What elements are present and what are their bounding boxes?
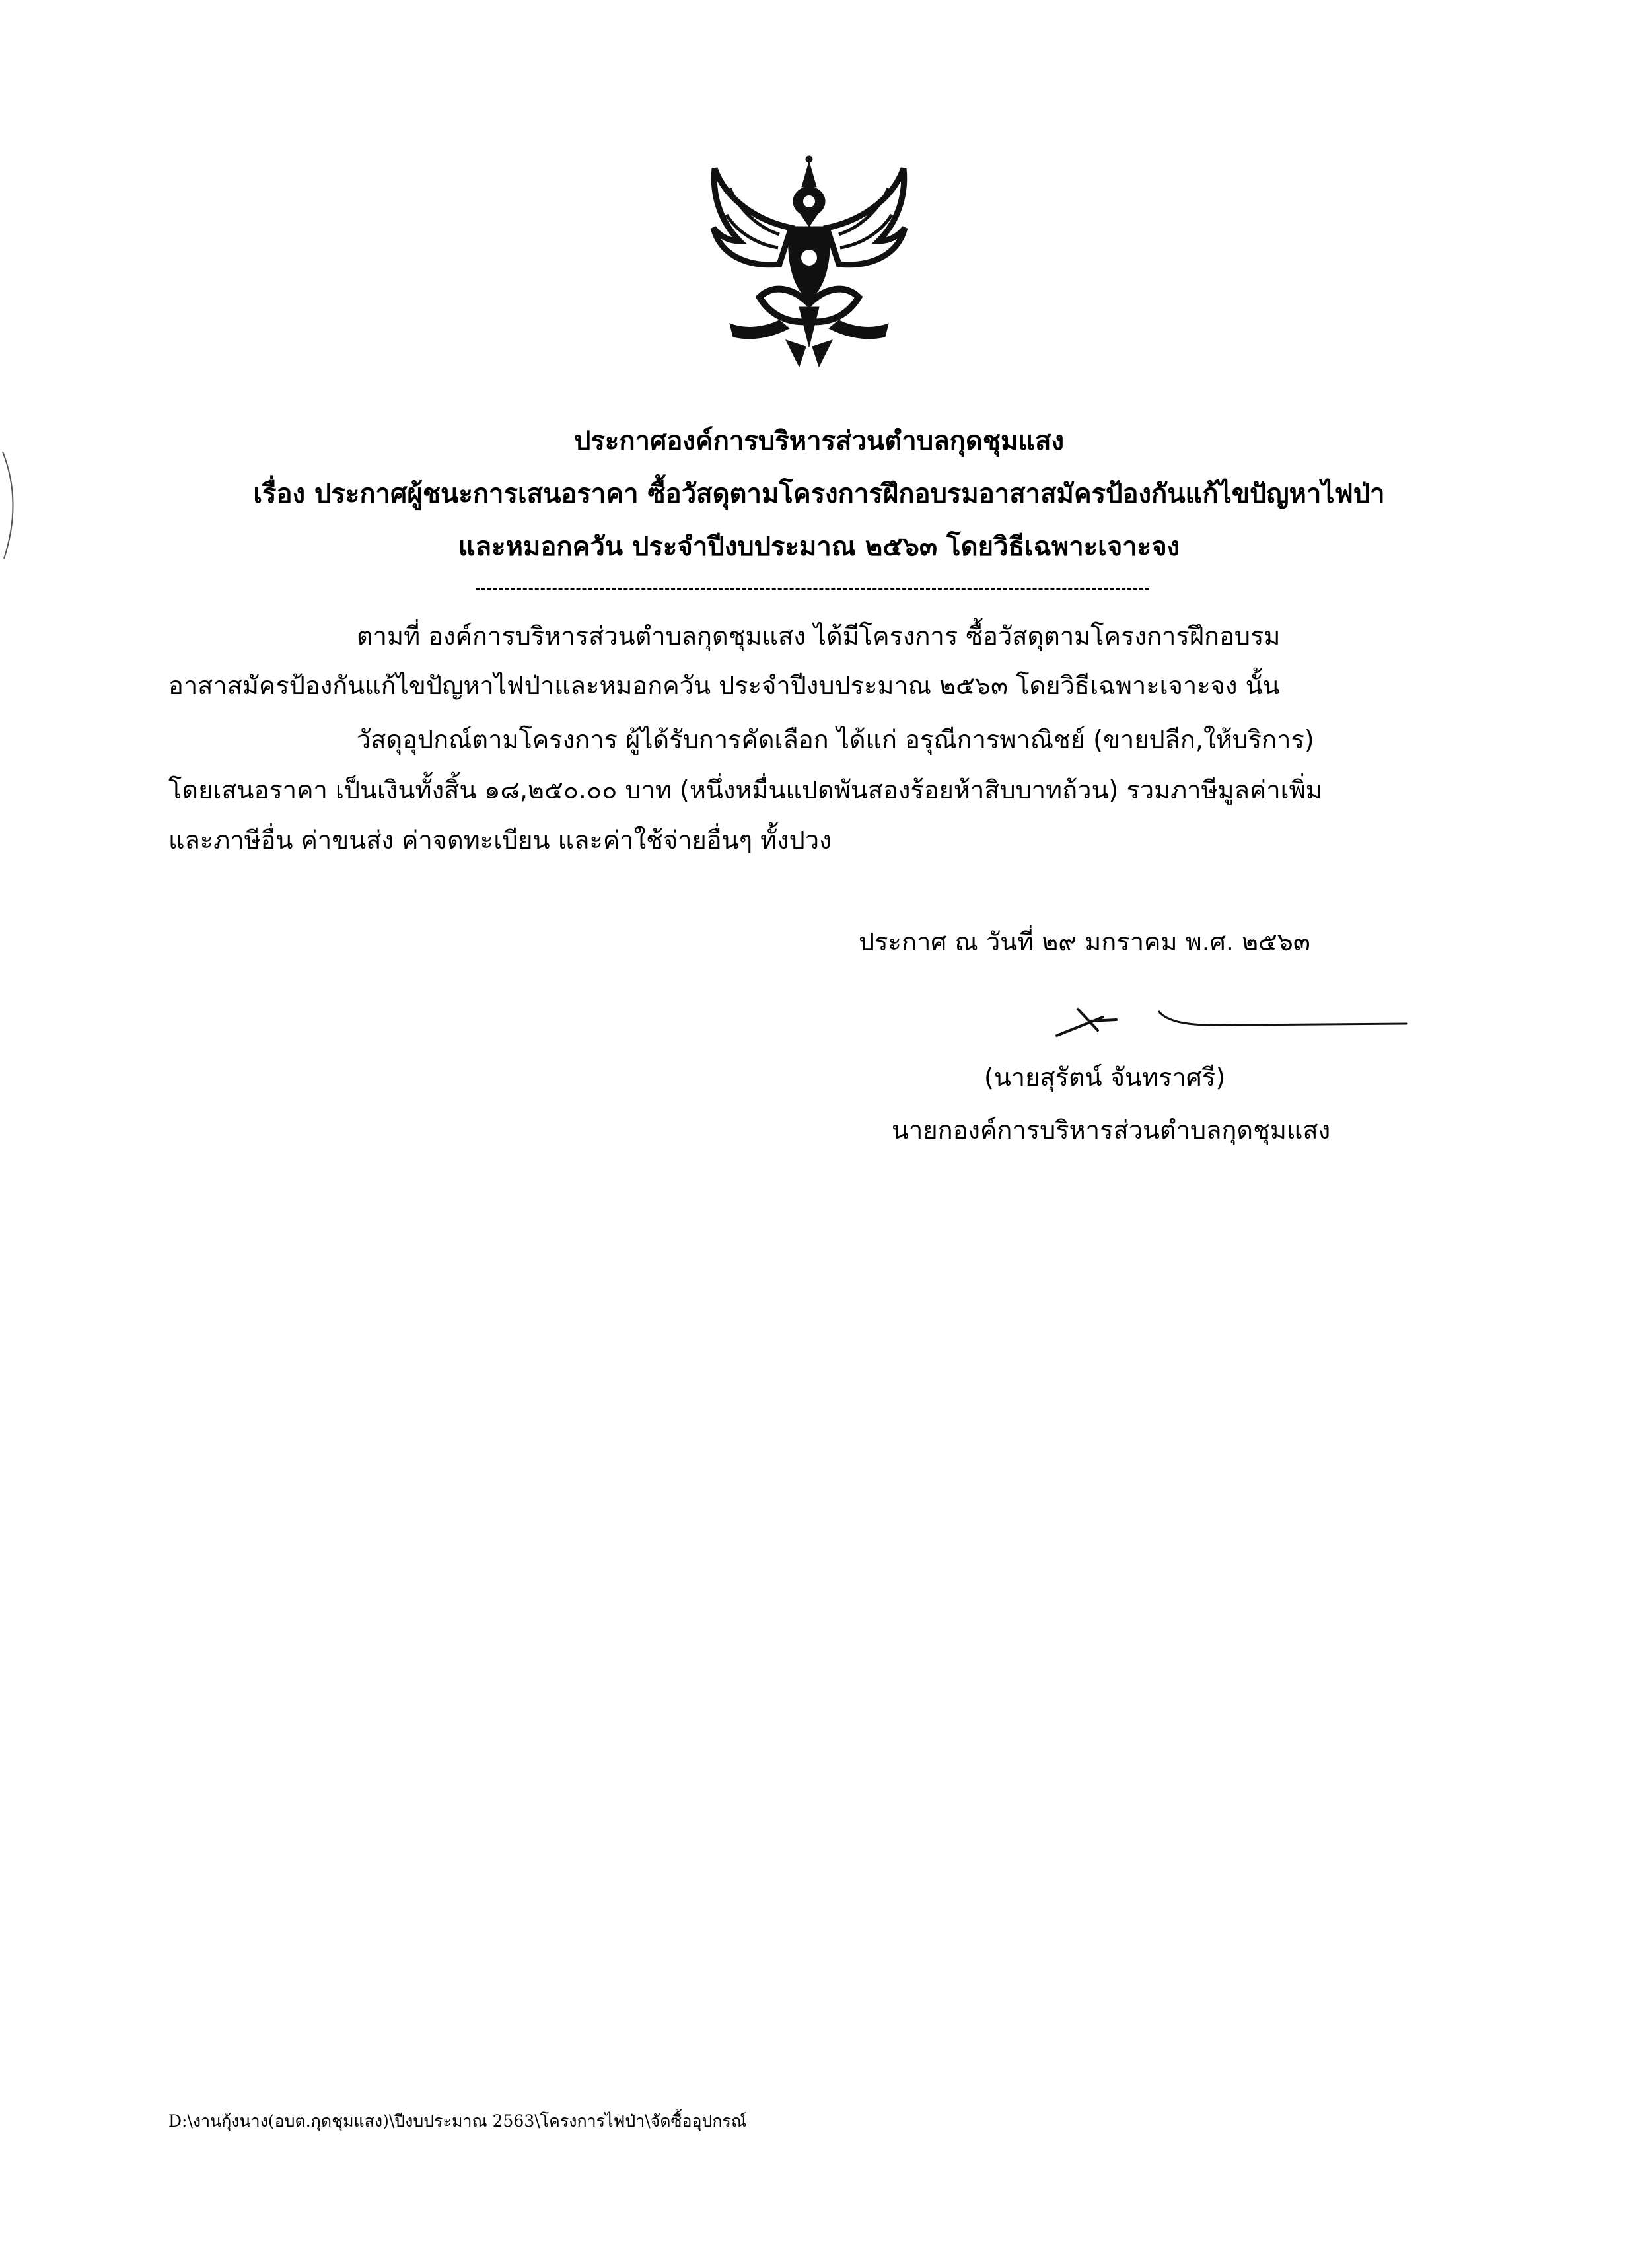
- signatory-title: นายกองค์การบริหารส่วนตำบลกุดชุมแสง: [892, 1116, 1331, 1145]
- handwritten-signature: [1037, 997, 1413, 1050]
- file-path-footer: D:\งานกุ้งนาง(อบต.กุดชุมแสง)\ปีงบประมาณ 2563\โครงการไฟป่า\จัดซื้ออุปกรณ์: [168, 2111, 747, 2131]
- paragraph-2-line-2: โดยเสนอราคา เป็นเงินทั้งสิ้น ๑๘,๒๕๐.๐๐ บาท (หนึ่งหมื่นแปดพันสองร้อยห้าสิบบาทถ้วน) รวมภาษีมูลค่าเพิ่ม: [168, 775, 1322, 804]
- signatory-name: (นายสุรัตน์ จันทราศรี): [984, 1063, 1226, 1092]
- dashed-divider: [476, 588, 1149, 590]
- garuda-emblem-icon: [700, 149, 918, 373]
- paragraph-2-line-3: และภาษีอื่น ค่าขนส่ง ค่าจดทะเบียน และค่าใช้จ่ายอื่นๆ ทั้งปวง: [168, 826, 832, 855]
- paragraph-1-line-2: อาสาสมัครป้องกันแก้ไขปัญหาไฟป่าและหมอกควัน ประจำปีงบประมาณ ๒๕๖๓ โดยวิธีเฉพาะเจาะจง นั้น: [168, 671, 1280, 700]
- announcement-date: ประกาศ ณ วันที่ ๒๙ มกราคม พ.ศ. ๒๕๖๓: [859, 927, 1310, 956]
- page-edge-mark: [0, 449, 26, 561]
- paragraph-2-line-1: วัสดุอุปกณ์ตามโครงการ ผู้ได้รับการคัดเลือก ได้แก่ อรุณีการพาณิชย์ (ขายปลีก,ให้บริการ): [357, 725, 1314, 754]
- subject-line-continued: และหมอกควัน ประจำปีงบประมาณ ๒๕๖๓ โดยวิธีเฉพาะเจาะจง: [458, 532, 1180, 562]
- subject-line: เรื่อง ประกาศผู้ชนะการเสนอราคา ซื้อวัสดุตามโครงการฝึกอบรมอาสาสมัครป้องกันแก้ไขปัญหาไฟป่า: [253, 479, 1385, 509]
- announcement-heading: ประกาศองค์การบริหารส่วนตำบลกุดชุมแสง: [573, 426, 1065, 456]
- paragraph-1-line-1: ตามที่ องค์การบริหารส่วนตำบลกุดชุมแสง ได้มีโครงการ ซื้อวัสดุตามโครงการฝึกอบรม: [357, 621, 1281, 651]
